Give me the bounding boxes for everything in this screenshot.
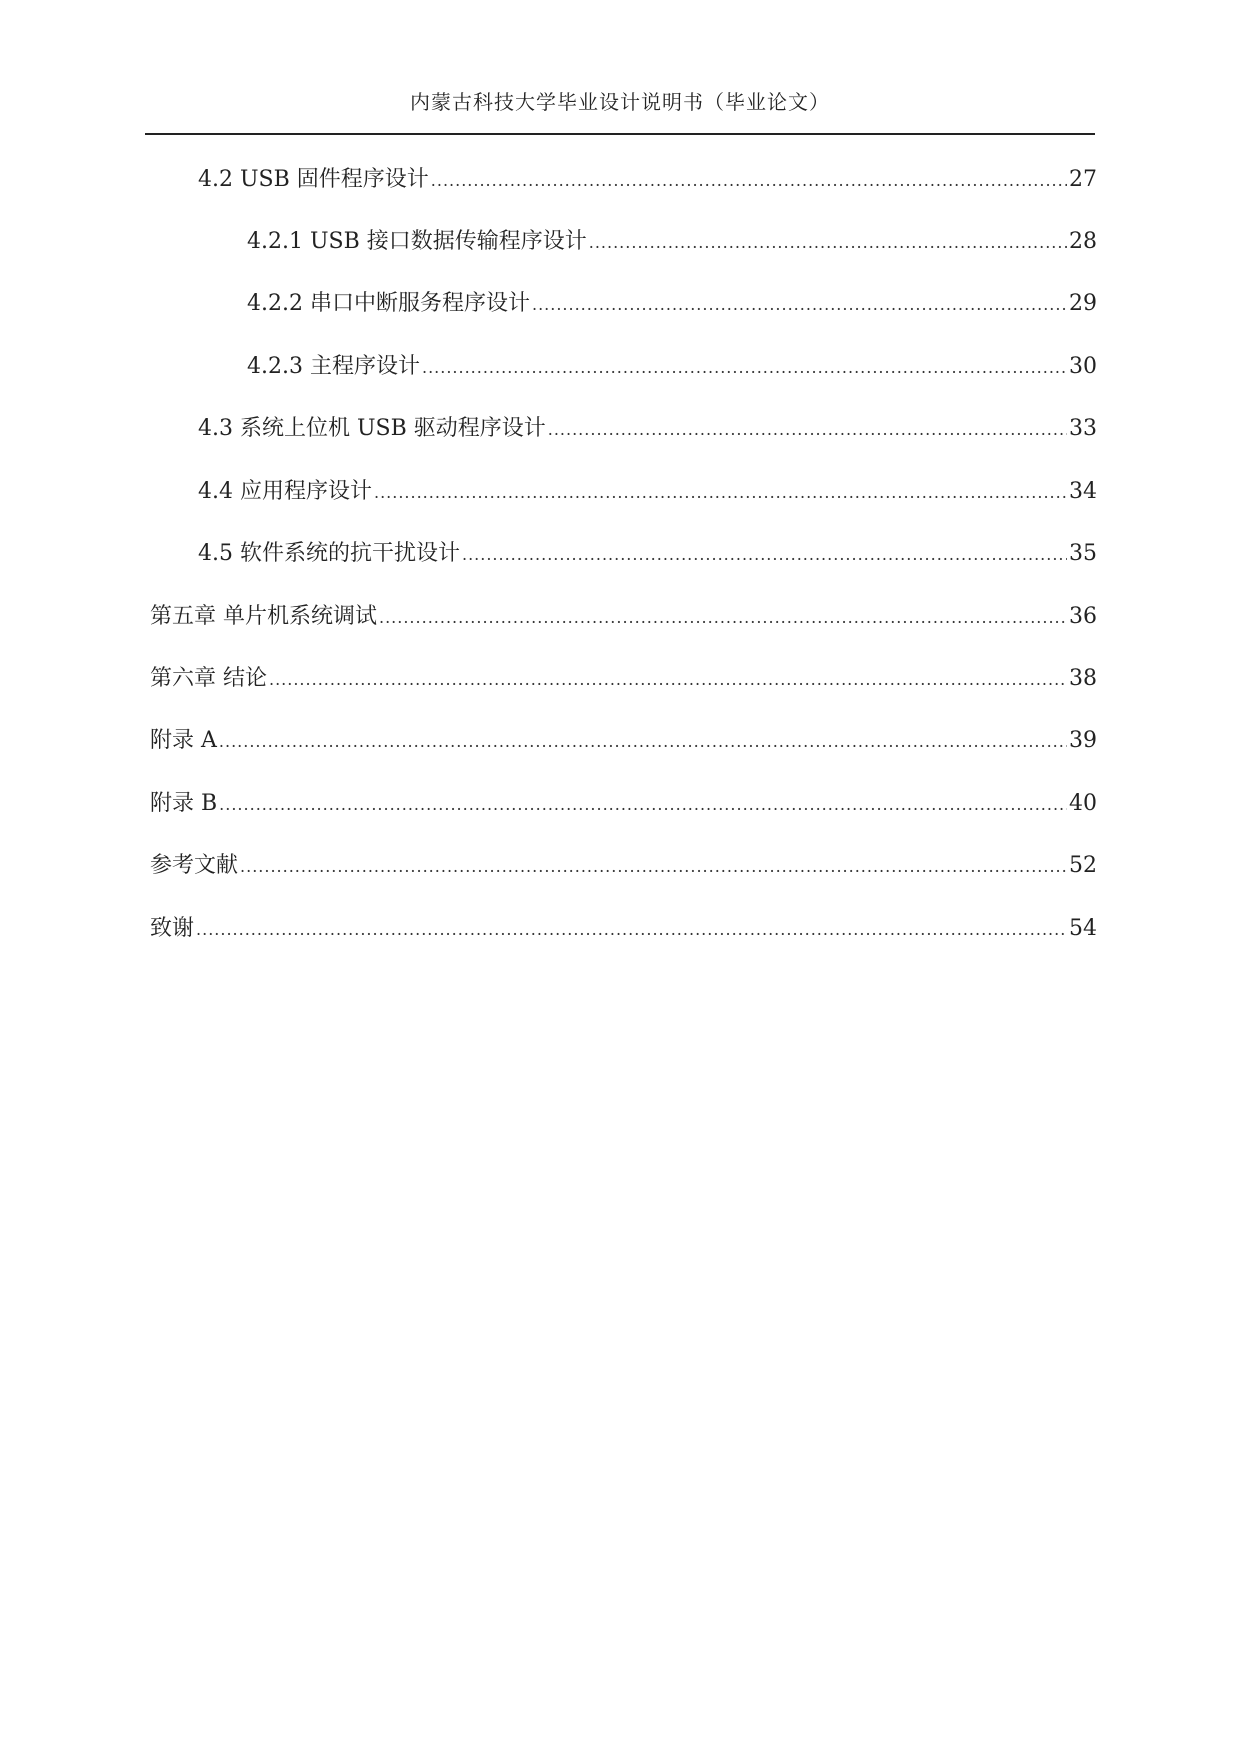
toc-page-number: 29 — [1069, 291, 1097, 316]
toc-entry-chapter-6[interactable] — [150, 663, 1097, 695]
toc-page-number: 28 — [1069, 229, 1097, 254]
toc-entry-4-4[interactable] — [198, 476, 1097, 508]
toc-page-number: 34 — [1069, 479, 1097, 504]
toc-entry-label: 4.3 系统上位机 USB 驱动程序设计 — [198, 416, 546, 441]
toc-entry-label: 致谢 — [150, 916, 195, 941]
toc-page-number: 52 — [1069, 853, 1097, 878]
toc-entry-label: 附录 B — [150, 791, 218, 816]
toc-entry-label: 4.4 应用程序设计 — [198, 479, 372, 504]
toc-entry-label: 4.2.1 USB 接口数据传输程序设计 — [247, 229, 587, 254]
toc-entry-4-2-1[interactable] — [247, 226, 1097, 258]
toc-page-number: 36 — [1069, 604, 1097, 629]
toc-entry-label: 4.2.3 主程序设计 — [247, 354, 420, 379]
toc-entry-acknowledgements[interactable] — [150, 913, 1097, 945]
toc-dot-leader — [431, 165, 1067, 197]
toc-dot-leader — [589, 227, 1067, 259]
toc-page-number: 30 — [1069, 354, 1097, 379]
toc-entry-appendix-b[interactable] — [150, 788, 1097, 820]
toc-dot-leader — [532, 289, 1067, 321]
toc-entry-4-2-2[interactable] — [247, 288, 1097, 320]
toc-dot-leader — [422, 352, 1067, 384]
toc-entry-label: 4.5 软件系统的抗干扰设计 — [198, 541, 460, 566]
toc-entry-label: 4.2.2 串口中断服务程序设计 — [247, 291, 530, 316]
toc-entry-4-5[interactable] — [198, 538, 1097, 570]
toc-dot-leader — [374, 477, 1067, 509]
toc-page-number: 27 — [1069, 167, 1097, 192]
toc-dot-leader — [269, 664, 1067, 696]
toc-dot-leader — [219, 789, 1067, 821]
toc-dot-leader — [462, 539, 1067, 571]
toc-entry-label: 4.2 USB 固件程序设计 — [198, 167, 429, 192]
toc-entry-4-2[interactable] — [198, 164, 1097, 196]
toc-entry-label: 参考文献 — [150, 853, 239, 878]
toc-dot-leader — [219, 726, 1067, 758]
toc-entry-chapter-5[interactable] — [150, 601, 1097, 633]
toc-page-number: 39 — [1069, 728, 1097, 753]
toc-entry-appendix-a[interactable] — [150, 725, 1097, 757]
toc-page-number: 33 — [1069, 416, 1097, 441]
toc-page-number: 54 — [1069, 916, 1097, 941]
toc-entry-label: 附录 A — [150, 728, 217, 753]
toc-dot-leader — [240, 851, 1067, 883]
toc-entry-references[interactable] — [150, 850, 1097, 882]
toc-dot-leader — [379, 602, 1067, 634]
toc-page-number: 38 — [1069, 666, 1097, 691]
toc-entry-4-2-3[interactable] — [247, 351, 1097, 383]
toc-page-number: 35 — [1069, 541, 1097, 566]
toc-dot-leader — [548, 414, 1067, 446]
page-header-title: 内蒙古科技大学毕业设计说明书（毕业论文） — [410, 90, 830, 114]
toc-entry-label: 第五章 单片机系统调试 — [150, 604, 377, 629]
toc-entry-label: 第六章 结论 — [150, 666, 267, 691]
toc-entry-4-3[interactable] — [198, 413, 1097, 445]
toc-dot-leader — [196, 914, 1067, 946]
toc-page-number: 40 — [1069, 791, 1097, 816]
